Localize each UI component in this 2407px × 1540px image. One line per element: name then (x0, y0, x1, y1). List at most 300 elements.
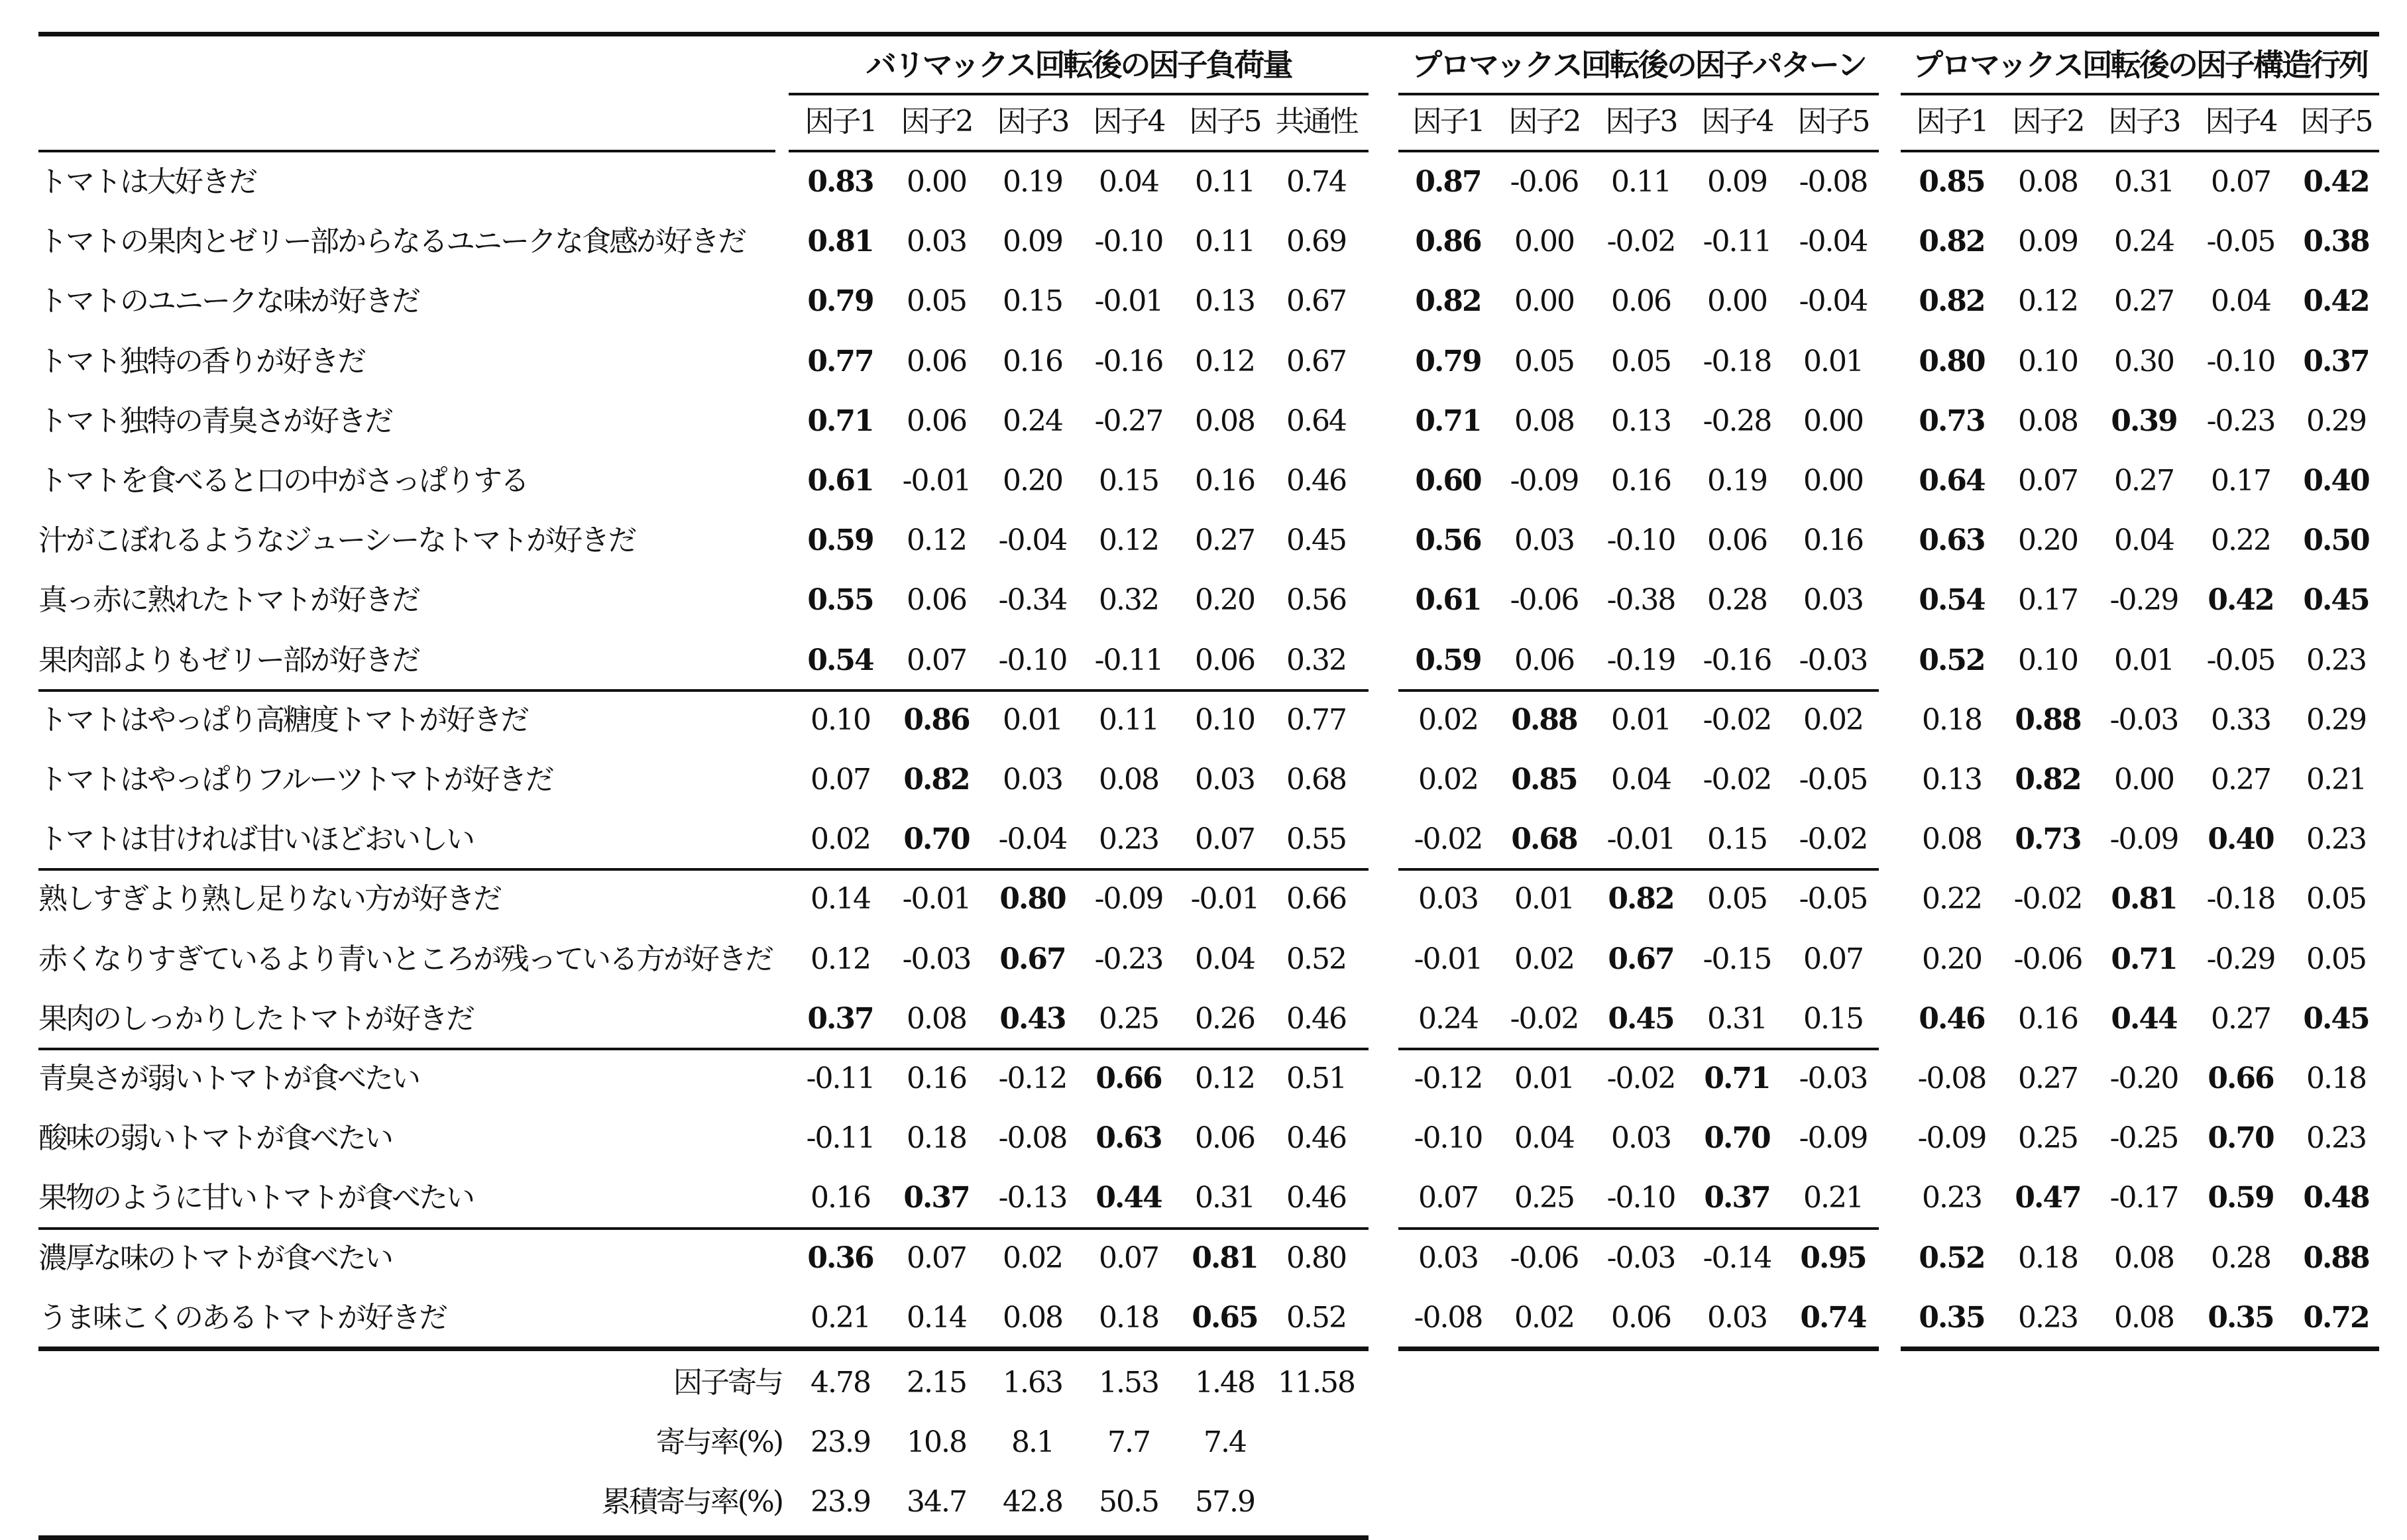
varimax-cell: 0.86 (903, 702, 970, 737)
table-row (0, 1288, 2407, 1348)
row-label: 濃厚な味のトマトが食べたい (38, 1240, 392, 1275)
structure-cell: 0.35 (2208, 1300, 2274, 1335)
structure-cell: 0.27 (2114, 284, 2174, 319)
varimax-cell: 0.74 (1286, 165, 1346, 199)
varimax-cell: 0.08 (1003, 1300, 1062, 1335)
structure-cell: 0.23 (1922, 1181, 1982, 1215)
varimax-cell: -0.04 (998, 523, 1067, 558)
structure-cell: -0.09 (2109, 822, 2178, 857)
pattern-cell: 0.25 (1514, 1181, 1574, 1215)
structure-cell: 0.13 (1922, 763, 1982, 797)
structure-cell: -0.06 (2013, 942, 2082, 976)
varimax-cell: 0.24 (1003, 404, 1062, 438)
summary-value: 8.1 (1011, 1425, 1054, 1460)
varimax-cell: -0.01 (902, 882, 971, 916)
summary-value: 1.63 (1003, 1366, 1062, 1400)
structure-cell: 0.40 (2208, 822, 2274, 857)
pattern-cell: -0.10 (1606, 1181, 1675, 1215)
varimax-cell: 0.03 (907, 225, 966, 259)
varimax-cell: 0.63 (1095, 1121, 1162, 1156)
table-row (0, 511, 2407, 571)
varimax-cell: 0.06 (907, 344, 966, 378)
varimax-cell: 0.12 (811, 942, 870, 976)
varimax-cell: 0.65 (1192, 1300, 1258, 1335)
pattern-cell: -0.03 (1799, 1062, 1868, 1095)
summary-value: 2.15 (907, 1366, 966, 1400)
varimax-cell: 0.67 (1286, 284, 1346, 319)
summary-value: 1.48 (1195, 1366, 1255, 1400)
summary-value: 23.9 (811, 1485, 870, 1519)
structure-cell: 0.85 (1919, 165, 1985, 199)
varimax-cell: 0.81 (807, 225, 873, 259)
pattern-cell: 0.02 (1418, 702, 1478, 737)
row-label: 真っ赤に熟れたトマトが好きだ (38, 583, 419, 618)
structure-cell: 0.20 (2018, 523, 2078, 558)
pattern-cell: 0.67 (1608, 942, 1674, 976)
table-row (0, 631, 2407, 690)
varimax-cell: 0.67 (999, 942, 1066, 976)
row-label: トマト独特の香りが好きだ (38, 344, 364, 378)
summary-value: 11.58 (1278, 1366, 1355, 1400)
summary-value: 4.78 (811, 1366, 870, 1400)
varimax-cell: 0.07 (907, 1240, 966, 1275)
varimax-cell: 0.15 (1099, 464, 1158, 498)
row-label: 熟しすぎより熟し足りない方が好きだ (38, 882, 500, 916)
pattern-cell: 0.00 (1514, 225, 1574, 259)
structure-cell: 0.39 (2111, 404, 2177, 438)
structure-cell: 0.52 (1919, 643, 1985, 677)
structure-cell: 0.42 (2303, 284, 2369, 319)
structure-cell: 0.50 (2303, 523, 2369, 558)
column-header: 因子2 (1508, 105, 1580, 138)
row-label: 赤くなりすぎているより青いところが残っている方が好きだ (38, 942, 772, 976)
column-header: 因子1 (1412, 105, 1484, 138)
varimax-cell: 0.83 (807, 165, 873, 199)
column-header: 因子2 (901, 105, 972, 138)
structure-cell: 0.18 (2306, 1062, 2366, 1095)
pattern-cell: 0.02 (1514, 942, 1574, 976)
pattern-cell: 0.05 (1611, 344, 1671, 378)
pattern-cell: -0.04 (1799, 225, 1868, 259)
column-header: 因子2 (2012, 105, 2084, 138)
varimax-cell: 0.46 (1286, 464, 1346, 498)
varimax-cell: 0.46 (1286, 1001, 1346, 1036)
varimax-cell: -0.04 (998, 822, 1067, 857)
column-header: 因子4 (2205, 105, 2276, 138)
varimax-cell: -0.01 (1190, 882, 1259, 916)
row-label: トマトを食べると口の中がさっぱりする (38, 464, 528, 498)
varimax-cell: 0.15 (1003, 284, 1062, 319)
pattern-cell: -0.02 (1510, 1001, 1579, 1036)
varimax-cell: 0.54 (807, 643, 873, 677)
varimax-cell: 0.32 (1099, 583, 1158, 618)
row-label: 果肉部よりもゼリー部が好きだ (38, 643, 419, 677)
structure-cell: 0.38 (2303, 225, 2369, 259)
table-row (0, 272, 2407, 331)
pattern-cell: -0.06 (1510, 1240, 1579, 1275)
structure-cell: 0.44 (2111, 1001, 2177, 1036)
varimax-cell: 0.80 (1286, 1240, 1346, 1275)
pattern-cell: 0.03 (1514, 523, 1574, 558)
varimax-cell: 0.55 (807, 583, 873, 618)
table-row (0, 212, 2407, 272)
structure-cell: 0.31 (2114, 165, 2174, 199)
pattern-cell: -0.19 (1606, 643, 1675, 677)
varimax-cell: 0.25 (1099, 1001, 1158, 1036)
pattern-cell: 0.04 (1611, 763, 1671, 797)
varimax-cell: -0.11 (806, 1062, 875, 1095)
structure-cell: 0.33 (2211, 702, 2270, 737)
pattern-cell: 0.03 (1803, 583, 1863, 618)
pattern-cell: -0.38 (1606, 583, 1675, 618)
pattern-cell: -0.02 (1703, 763, 1771, 797)
column-header: 因子3 (1605, 105, 1677, 138)
varimax-cell: 0.05 (907, 284, 966, 319)
column-header: 因子4 (1093, 105, 1164, 138)
summary-label: 累積寄与率(%) (601, 1485, 782, 1519)
pattern-cell: -0.18 (1703, 344, 1771, 378)
structure-cell: 0.23 (2018, 1300, 2078, 1335)
column-header: 共通性 (1275, 105, 1357, 138)
varimax-cell: 0.43 (999, 1001, 1066, 1036)
pattern-cell: 0.08 (1514, 404, 1574, 438)
summary-value: 7.7 (1107, 1425, 1150, 1460)
varimax-cell: -0.09 (1094, 882, 1163, 916)
varimax-cell: 0.46 (1286, 1181, 1346, 1215)
pattern-cell: -0.28 (1703, 404, 1771, 438)
structure-cell: 0.23 (2306, 643, 2366, 677)
table-row (0, 571, 2407, 630)
structure-cell: 0.07 (2211, 165, 2270, 199)
pattern-cell: 0.01 (1514, 882, 1574, 916)
structure-cell: -0.09 (1917, 1121, 1986, 1156)
column-header: 因子4 (1701, 105, 1773, 138)
varimax-cell: 0.21 (811, 1300, 870, 1335)
varimax-cell: 0.11 (1195, 165, 1255, 199)
varimax-cell: 0.04 (1099, 165, 1158, 199)
structure-cell: 0.72 (2303, 1300, 2369, 1335)
row-label: 酸味の弱いトマトが食べたい (38, 1121, 392, 1156)
structure-cell: 0.54 (1919, 583, 1985, 618)
varimax-cell: 0.19 (1003, 165, 1062, 199)
summary-label: 寄与率(%) (655, 1425, 782, 1460)
varimax-cell: 0.59 (807, 523, 873, 558)
structure-cell: 0.88 (2015, 702, 2081, 737)
structure-cell: 0.63 (1919, 523, 1985, 558)
pattern-cell: 0.00 (1707, 284, 1767, 319)
summary-value: 57.9 (1195, 1485, 1255, 1519)
summary-row (0, 1472, 2407, 1532)
pattern-cell: 0.74 (1800, 1300, 1866, 1335)
structure-cell: 0.09 (2018, 225, 2078, 259)
row-label: 果物のように甘いトマトが食べたい (38, 1181, 473, 1215)
structure-cell: 0.28 (2211, 1240, 2270, 1275)
pattern-cell: 0.02 (1418, 763, 1478, 797)
pattern-cell: -0.06 (1510, 583, 1579, 618)
pattern-cell: 0.06 (1707, 523, 1767, 558)
pattern-cell: -0.02 (1414, 822, 1483, 857)
pattern-cell: 0.01 (1611, 702, 1671, 737)
table-row (0, 869, 2407, 929)
varimax-cell: -0.01 (902, 464, 971, 498)
varimax-cell: 0.18 (907, 1121, 966, 1156)
structure-cell: 0.29 (2306, 404, 2366, 438)
varimax-cell: 0.66 (1095, 1062, 1162, 1095)
pattern-cell: 0.24 (1418, 1001, 1478, 1036)
table-row (0, 1049, 2407, 1109)
varimax-cell: 0.77 (1286, 702, 1346, 737)
pattern-cell: -0.15 (1703, 942, 1771, 976)
row-label: トマトは甘ければ甘いほどおいしい (38, 822, 473, 857)
pattern-cell: 0.71 (1704, 1062, 1770, 1095)
varimax-cell: 0.03 (1195, 763, 1255, 797)
pattern-cell: -0.02 (1703, 702, 1771, 737)
varimax-cell: 0.71 (807, 404, 873, 438)
structure-cell: 0.35 (1919, 1300, 1985, 1335)
structure-cell: 0.08 (1922, 822, 1982, 857)
row-label: トマト独特の青臭さが好きだ (38, 404, 392, 438)
table-row (0, 989, 2407, 1049)
pattern-cell: 0.45 (1608, 1001, 1674, 1036)
varimax-cell: 0.08 (907, 1001, 966, 1036)
structure-cell: 0.66 (2208, 1062, 2274, 1095)
structure-cell: 0.73 (2015, 822, 2081, 857)
pattern-cell: -0.04 (1799, 284, 1868, 319)
column-header: 因子3 (2108, 105, 2180, 138)
data-bottom-rule (1901, 1347, 2379, 1351)
pattern-cell: 0.59 (1415, 643, 1481, 677)
structure-cell: -0.20 (2109, 1062, 2178, 1095)
pattern-cell: 0.85 (1511, 763, 1577, 797)
structure-cell: 0.82 (1919, 284, 1985, 319)
structure-cell: -0.03 (2109, 702, 2178, 737)
structure-cell: 0.07 (2018, 464, 2078, 498)
summary-value: 1.53 (1099, 1366, 1158, 1400)
column-header: 因子1 (1916, 105, 1987, 138)
pattern-cell: -0.08 (1414, 1300, 1483, 1335)
varimax-cell: -0.03 (902, 942, 971, 976)
pattern-cell: -0.16 (1703, 643, 1771, 677)
structure-cell: 0.08 (2114, 1240, 2174, 1275)
structure-cell: -0.18 (2206, 882, 2275, 916)
varimax-cell: 0.31 (1195, 1181, 1255, 1215)
top-rule (38, 32, 2379, 36)
pattern-cell: 0.00 (1514, 284, 1574, 319)
varimax-cell: 0.55 (1286, 822, 1346, 857)
structure-cell: 0.88 (2303, 1240, 2369, 1275)
varimax-cell: 0.07 (1099, 1240, 1158, 1275)
varimax-cell: 0.52 (1286, 942, 1346, 976)
pattern-cell: 0.87 (1415, 165, 1481, 199)
varimax-cell: 0.51 (1286, 1062, 1346, 1095)
varimax-cell: 0.66 (1286, 882, 1346, 916)
pattern-cell: -0.01 (1606, 822, 1675, 857)
varimax-cell: 0.61 (807, 464, 873, 498)
varimax-cell: 0.11 (1195, 225, 1255, 259)
table-row (0, 392, 2407, 451)
pattern-cell: 0.11 (1611, 165, 1671, 199)
structure-cell: 0.18 (1922, 702, 1982, 737)
pattern-cell: -0.01 (1414, 942, 1483, 976)
structure-cell: -0.29 (2109, 583, 2178, 618)
table-row (0, 152, 2407, 212)
summary-value: 34.7 (907, 1485, 966, 1519)
structure-cell: 0.47 (2015, 1181, 2081, 1215)
pattern-cell: 0.71 (1415, 404, 1481, 438)
group-title: プロマックス回転後の因子構造行列 (1913, 47, 2367, 83)
row-label: 青臭さが弱いトマトが食べたい (38, 1062, 419, 1095)
pattern-cell: 0.61 (1415, 583, 1481, 618)
pattern-cell: -0.11 (1703, 225, 1771, 259)
structure-cell: 0.27 (2211, 1001, 2270, 1036)
varimax-cell: 0.70 (903, 822, 970, 857)
structure-cell: 0.10 (2018, 643, 2078, 677)
varimax-cell: 0.08 (1099, 763, 1158, 797)
row-label: トマトは大好きだ (38, 165, 256, 199)
pattern-cell: 0.03 (1707, 1300, 1767, 1335)
pattern-cell: 0.02 (1514, 1300, 1574, 1335)
varimax-cell: 0.14 (811, 882, 870, 916)
structure-cell: 0.01 (2114, 643, 2174, 677)
structure-cell: 0.37 (2303, 344, 2369, 378)
varimax-cell: -0.10 (1094, 225, 1163, 259)
structure-cell: 0.18 (2018, 1240, 2078, 1275)
varimax-cell: -0.34 (998, 583, 1067, 618)
pattern-cell: 0.56 (1415, 523, 1481, 558)
varimax-cell: -0.11 (806, 1121, 875, 1156)
row-label: トマトはやっぱり高糖度トマトが好きだ (38, 702, 528, 737)
varimax-cell: 0.10 (811, 702, 870, 737)
varimax-cell: 0.06 (1195, 1121, 1255, 1156)
structure-cell: 0.82 (1919, 225, 1985, 259)
structure-cell: -0.02 (2013, 882, 2082, 916)
varimax-cell: 0.06 (907, 583, 966, 618)
pattern-cell: 0.16 (1611, 464, 1671, 498)
pattern-cell: 0.03 (1418, 1240, 1478, 1275)
pattern-cell: -0.10 (1606, 523, 1675, 558)
structure-cell: 0.48 (2303, 1181, 2369, 1215)
data-bottom-rule (38, 1347, 1369, 1351)
row-label: 果肉のしっかりしたトマトが好きだ (38, 1001, 473, 1036)
structure-cell: 0.17 (2018, 583, 2078, 618)
structure-cell: 0.40 (2303, 464, 2369, 498)
structure-cell: 0.23 (2306, 1121, 2366, 1156)
column-header: 因子3 (997, 105, 1068, 138)
structure-cell: 0.24 (2114, 225, 2174, 259)
summary-value: 42.8 (1003, 1485, 1062, 1519)
structure-cell: 0.70 (2208, 1121, 2274, 1156)
structure-cell: 0.08 (2018, 404, 2078, 438)
varimax-cell: 0.06 (907, 404, 966, 438)
varimax-cell: 0.00 (907, 165, 966, 199)
structure-cell: 0.45 (2303, 583, 2369, 618)
varimax-cell: 0.03 (1003, 763, 1062, 797)
table-row (0, 1109, 2407, 1168)
summary-value: 7.4 (1204, 1425, 1246, 1460)
varimax-cell: 0.80 (999, 882, 1066, 916)
varimax-cell: 0.36 (807, 1240, 873, 1275)
pattern-cell: -0.03 (1799, 643, 1868, 677)
structure-cell: 0.00 (2114, 763, 2174, 797)
summary-row (0, 1413, 2407, 1472)
varimax-cell: 0.69 (1286, 225, 1346, 259)
structure-cell: 0.80 (1919, 344, 1985, 378)
pattern-cell: -0.09 (1799, 1121, 1868, 1156)
table-row (0, 451, 2407, 511)
varimax-cell: -0.16 (1094, 344, 1163, 378)
varimax-cell: 0.20 (1195, 583, 1255, 618)
varimax-cell: 0.52 (1286, 1300, 1346, 1335)
varimax-cell: -0.11 (1094, 643, 1163, 677)
varimax-cell: 0.18 (1099, 1300, 1158, 1335)
structure-cell: -0.05 (2206, 225, 2275, 259)
varimax-cell: 0.07 (1195, 822, 1255, 857)
table-row (0, 750, 2407, 810)
column-header: 因子1 (805, 105, 876, 138)
varimax-cell: -0.27 (1094, 404, 1163, 438)
varimax-cell: 0.12 (1099, 523, 1158, 558)
column-header: 因子5 (2300, 105, 2372, 138)
varimax-cell: 0.46 (1286, 1121, 1346, 1156)
varimax-cell: 0.07 (907, 643, 966, 677)
varimax-cell: -0.01 (1094, 284, 1163, 319)
summary-value: 23.9 (811, 1425, 870, 1460)
varimax-cell: 0.16 (1195, 464, 1255, 498)
structure-cell: 0.22 (2211, 523, 2270, 558)
pattern-cell: 0.06 (1611, 1300, 1671, 1335)
varimax-cell: 0.45 (1286, 523, 1346, 558)
structure-cell: 0.04 (2211, 284, 2270, 319)
pattern-cell: 0.03 (1611, 1121, 1671, 1156)
varimax-cell: 0.01 (1003, 702, 1062, 737)
varimax-cell: 0.12 (1195, 1062, 1255, 1095)
varimax-cell: -0.23 (1094, 942, 1163, 976)
varimax-cell: 0.16 (907, 1062, 966, 1095)
varimax-cell: 0.37 (807, 1001, 873, 1036)
varimax-cell: 0.16 (1003, 344, 1062, 378)
table-bottom-rule (38, 1535, 1369, 1540)
varimax-cell: 0.07 (811, 763, 870, 797)
structure-cell: 0.12 (2018, 284, 2078, 319)
structure-cell: 0.08 (2114, 1300, 2174, 1335)
pattern-cell: 0.88 (1511, 702, 1577, 737)
structure-cell: 0.10 (2018, 344, 2078, 378)
varimax-cell: 0.64 (1286, 404, 1346, 438)
structure-cell: 0.08 (2018, 165, 2078, 199)
row-label: トマトはやっぱりフルーツトマトが好きだ (38, 763, 553, 797)
varimax-cell: 0.68 (1286, 763, 1346, 797)
pattern-cell: -0.10 (1414, 1121, 1483, 1156)
varimax-cell: 0.26 (1195, 1001, 1255, 1036)
varimax-cell: 0.77 (807, 344, 873, 378)
pattern-cell: 0.68 (1511, 822, 1577, 857)
pattern-cell: -0.02 (1606, 1062, 1675, 1095)
varimax-cell: 0.08 (1195, 404, 1255, 438)
varimax-cell: 0.79 (807, 284, 873, 319)
structure-cell: -0.25 (2109, 1121, 2178, 1156)
pattern-cell: 0.01 (1514, 1062, 1574, 1095)
pattern-cell: 0.79 (1415, 344, 1481, 378)
structure-cell: 0.04 (2114, 523, 2174, 558)
varimax-cell: -0.08 (998, 1121, 1067, 1156)
pattern-cell: 0.60 (1415, 464, 1481, 498)
structure-cell: 0.05 (2306, 942, 2366, 976)
structure-cell: -0.23 (2206, 404, 2275, 438)
structure-cell: -0.08 (1917, 1062, 1986, 1095)
pattern-cell: 0.02 (1803, 702, 1863, 737)
structure-cell: 0.05 (2306, 882, 2366, 916)
pattern-cell: -0.14 (1703, 1240, 1771, 1275)
